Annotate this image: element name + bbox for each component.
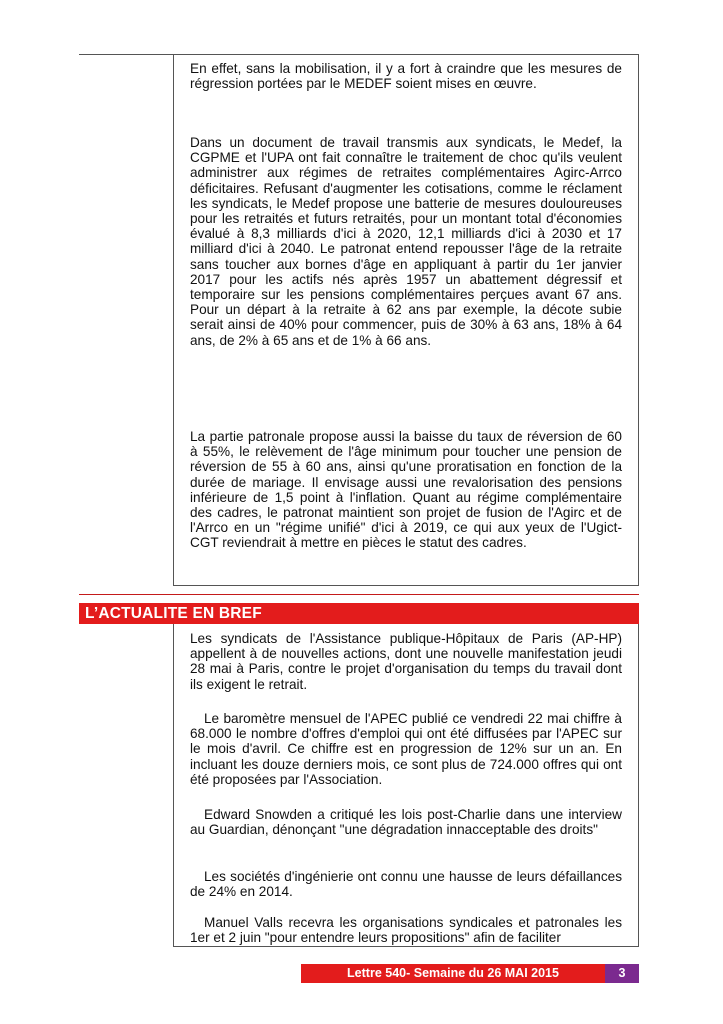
section-separator	[79, 594, 639, 595]
article-box	[173, 54, 639, 586]
news-item-2: Le baromètre mensuel de l'APEC publié ce vendredi 22 mai chiffre à 68.000 le nombre d'offres d'emploi qui ont été diffusées par l'APEC sur le mois d'avril. Ce chiffre est en progression de 12% sur un an. En incluant les douze derniers mois, ce sont plus de 724.000 offres qui ont été proposées par l'Association.	[190, 711, 622, 787]
article-paragraph-1: En effet, sans la mobilisation, il y a fort à craindre que les mesures de régression portées par le MEDEF soient mises en œuvre.	[190, 61, 622, 92]
news-item-3: Edward Snowden a critiqué les lois post-Charlie dans une interview au Guardian, dénonçant "une dégradation innacceptable des droits"	[190, 807, 622, 838]
footer-label: Lettre 540- Semaine du 26 MAI 2015	[301, 964, 605, 983]
news-item-5: Manuel Valls recevra les organisations syndicales et patronales les 1er et 2 juin "pour entendre leurs propositions" afin de faciliter	[190, 915, 622, 946]
news-item-4: Les sociétés d'ingénierie ont connu une hausse de leurs défaillances de 24% en 2014.	[190, 869, 622, 900]
page-number: 3	[605, 964, 639, 983]
news-item-1: Les syndicats de l'Assistance publique-Hôpitaux de Paris (AP-HP) appellent à de nouvelles actions, dont une nouvelle manifestation jeudi 28 mai à Paris, contre le projet d'organisation du temps du travail dont ils exigent le retrait.	[190, 631, 622, 692]
article-paragraph-3: La partie patronale propose aussi la baisse du taux de réversion de 60 à 55%, le relèvement de l'âge minimum pour toucher une pension de réversion de 55 à 60 ans, ainsi qu'une proratisation en fonction de la durée de mariage. Il envisage aussi une revalorisation des pensions inférieure de 1,5 point à l'inflation. Quant au régime complémentaire des cadres, le patronat maintient son projet de fusion de l'Agirc et de l'Arrco en un "régime unifié" d'ici à 2019, ce qui aux yeux de l'Ugict-CGT reviendrait à mettre en pièces le statut des cadres.	[190, 429, 622, 551]
news-box	[173, 624, 639, 947]
section-title: L’ACTUALITE EN BREF	[79, 603, 639, 624]
article-paragraph-2: Dans un document de travail transmis aux syndicats, le Medef, la CGPME et l'UPA ont fait connaître le traitement de choc qu'ils veulent administrer aux régimes de retraites complémentaires Agirc-Arrco déficitaires. Refusant d'augmenter les cotisations, comme le réclament les syndicats, le Medef propose une batterie de mesures douloureuses pour les retraités et futurs retraités, pour un montant total d'économies évalué à 8,3 milliards d'ici à 2020, 12,1 milliards d'ici à 2030 et 17 milliard d'ici à 2040. Le patronat entend repousser l'âge de la retraite sans toucher aux bornes d'âge en appliquant à partir du 1er janvier 2017 pour les actifs nés après 1957 un abattement dégressif et temporaire sur les pensions complémentaires perçues avant 67 ans. Pour un départ à la retraite à 62 ans par exemple, la décote subie serait ainsi de 40% pour commencer, puis de 30% à 63 ans, 18% à 64 ans, de 2% à 65 ans et de 1% à 66 ans.	[190, 135, 622, 348]
